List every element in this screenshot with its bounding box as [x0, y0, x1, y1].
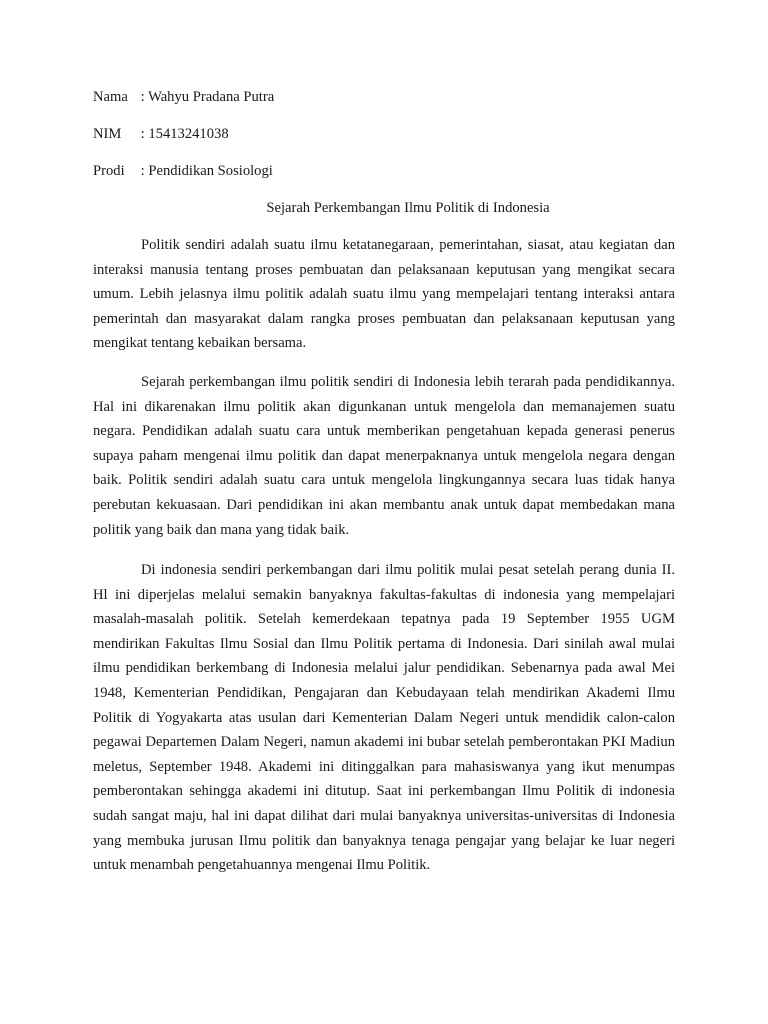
paragraph-1: Politik sendiri adalah suatu ilmu ketatanegaraan, pemerintahan, siasat, atau kegiatan dan interaksi manusia tentang proses pembuatan dan pelaksanaan keputusan yang mengikat secara umum. Lebih jelasnya ilmu politik adalah suatu ilmu yang mempelajari tentang interaksi antara pemerintah dan masyarakat dalam rangka proses pembuatan dan pelaksanaan keputusan yang mengikat tentang kebaikan bersama. [93, 237, 675, 352]
document-title: Sejarah Perkembangan Ilmu Politik di Indonesia [266, 200, 550, 216]
header-nim-row [93, 124, 229, 144]
nim-label: NIM [93, 126, 122, 142]
header-nama-row [93, 87, 274, 107]
prodi-value: : Pendidikan Sosiologi [140, 163, 273, 179]
header-prodi-row [93, 161, 273, 181]
paragraph-3: Di indonesia sendiri perkembangan dari ilmu politik mulai pesat setelah perang dunia II. Hl ini diperjelas melalui semakin banyaknya fakultas-fakultas di indonesia yang mempelajari masalah-masalah politik. Setelah kemerdekaan tepatnya pada 19 September 1955 UGM mendirikan Fakultas Ilmu Sosial dan Ilmu Politik pertama di Indonesia. Dari sinilah awal mulai ilmu pendidikan berkembang di Indonesia melalui jalur pendidikan. Sebenarnya pada awal Mei 1948, Kementerian Pendidikan, Pengajaran dan Kebudayaan telah mendirikan Akademi Ilmu Politik di Yogyakarta atas usulan dari Kementerian Dalam Negeri untuk mendidik calon-calon pegawai Departemen Dalam Negeri, namun akademi ini bubar setelah pemberontakan PKI Madiun meletus, September 1948. Akademi ini ditinggalkan para mahasiswanya yang ikut menumpas pemberontakan sehingga akademi ini ditutup. Saat ini perkembangan Ilmu Politik di indonesia sudah sangat maju, hal ini dapat dilihat dari mulai banyaknya universitas-universitas di Indonesia yang membuka jurusan Ilmu politik dan banyaknya tenaga pengajar yang belajar ke luar negeri untuk menambah pengetahuannya mengenai Ilmu Politik. [93, 562, 675, 874]
nim-value: : 15413241038 [140, 126, 229, 142]
nama-value: : Wahyu Pradana Putra [140, 89, 275, 105]
nama-label: Nama [93, 89, 128, 105]
paragraph-2: Sejarah perkembangan ilmu politik sendiri di Indonesia lebih terarah pada pendidikannya. Hal ini dikarenakan ilmu politik akan digunkanan untuk mengelola dan memanajemen suatu negara. Pendidikan adalah suatu cara untuk memberikan pengetahuan kepada generasi penerus supaya paham mengenai ilmu politik dan dapat menerpaknanya untuk mengelola negara dengan baik. Politik sendiri adalah suatu cara untuk mengelola lingkungannya secara luas tidak hanya perebutan kekuasaan. Dari pendidikan ini akan membantu anak untuk dapat membedakan mana politik yang baik dan mana yang tidak baik. [93, 374, 675, 538]
prodi-label: Prodi [93, 163, 125, 179]
